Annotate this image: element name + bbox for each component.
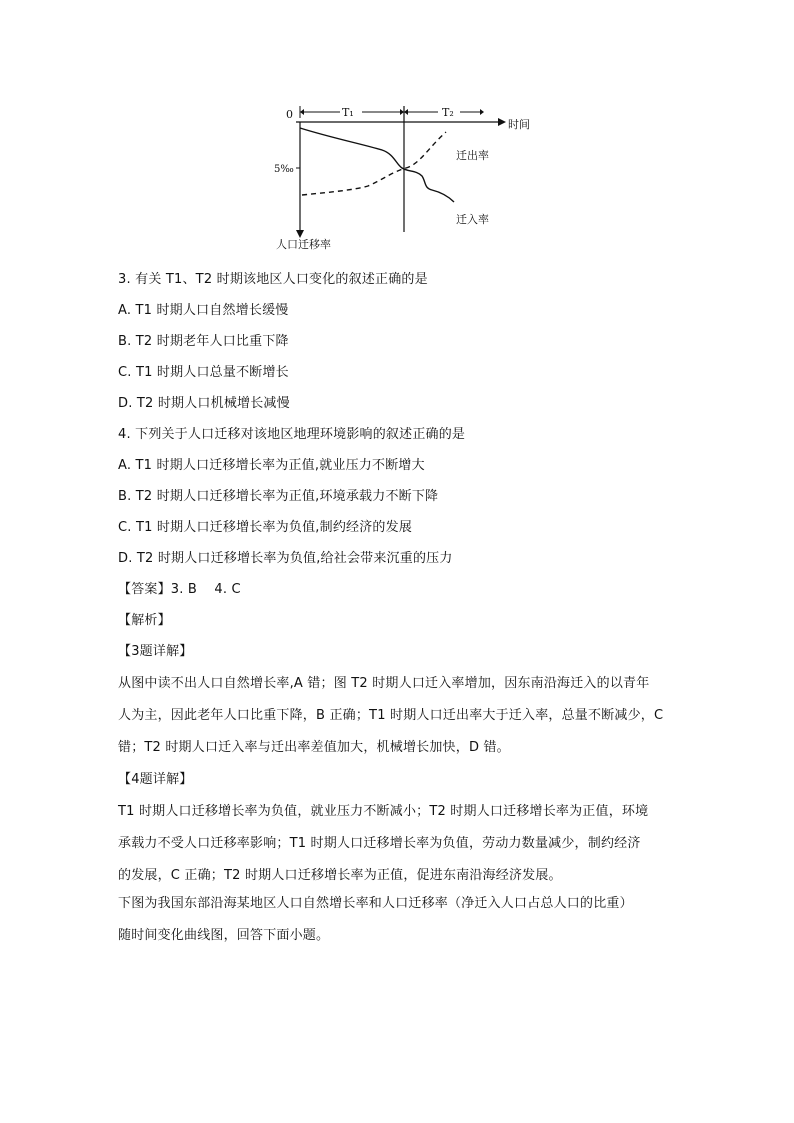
t2-label: T₂: [442, 106, 454, 119]
q4-detail-line-2: 承载力不受人口迁移率影响；T1 时期人口迁移增长率为负值，劳动力数量减少，制约经济: [118, 836, 641, 851]
analysis-header: 【解析】: [118, 613, 171, 628]
in-migration-curve: [300, 128, 454, 202]
q3-stem: 3. 有关 T1、T2 时期该地区人口变化的叙述正确的是: [118, 272, 428, 287]
q3-option-b: B. T2 时期老年人口比重下降: [118, 334, 289, 349]
q4-option-c: C. T1 时期人口迁移增长率为负值,制约经济的发展: [118, 520, 413, 535]
answer-line: 【答案】3. B 4. C: [118, 582, 241, 597]
q3-option-c: C. T1 时期人口总量不断增长: [118, 365, 289, 380]
y-axis-label: 人口迁移率: [276, 238, 331, 251]
q4-option-d: D. T2 时期人口迁移增长率为负值,给社会带来沉重的压力: [118, 551, 453, 566]
q3-detail-line-1: 从图中读不出人口自然增长率,A 错；图 T2 时期人口迁入率增加，因东南沿海迁入的以青年: [118, 676, 650, 691]
x-axis-arrow: [498, 118, 506, 126]
x-axis-label: 时间: [508, 118, 530, 131]
next-intro-line-2: 随时间变化曲线图，回答下面小题。: [118, 928, 330, 943]
q3-detail-header: 【3题详解】: [118, 644, 193, 659]
next-intro-line-1: 下图为我国东部沿海某地区人口自然增长率和人口迁移率（净迁入人口占总人口的比重）: [118, 896, 633, 911]
t1-label: T₁: [342, 106, 354, 119]
in-series-label: 迁入率: [456, 213, 489, 226]
out-series-label: 迁出率: [456, 149, 489, 162]
t2-bracket-arrow-right: [480, 109, 484, 115]
q3-detail-line-2: 人为主，因此老年人口比重下降，B 正确；T1 时期人口迁出率大于迁入率，总量不断减少，C: [118, 708, 664, 723]
migration-rate-figure: [262, 98, 542, 258]
y-axis-arrow: [296, 230, 304, 238]
q3-option-a: A. T1 时期人口自然增长缓慢: [118, 303, 289, 318]
q4-stem: 4. 下列关于人口迁移对该地区地理环境影响的叙述正确的是: [118, 427, 466, 442]
q4-detail-header: 【4题详解】: [118, 772, 193, 787]
q3-detail-line-3: 错；T2 时期人口迁入率与迁出率差值加大，机械增长加快，D 错。: [118, 740, 510, 755]
t1-bracket-arrow-left: [300, 109, 304, 115]
origin-label: 0: [286, 108, 293, 121]
q4-detail-line-1: T1 时期人口迁移增长率为负值，就业压力不断减小；T2 时期人口迁移增长率为正值，环境: [118, 804, 649, 819]
q4-detail-line-3: 的发展，C 正确；T2 时期人口迁移增长率为正值，促进东南沿海经济发展。: [118, 868, 562, 883]
q3-option-d: D. T2 时期人口机械增长减慢: [118, 396, 290, 411]
q4-option-a: A. T1 时期人口迁移增长率为正值,就业压力不断增大: [118, 458, 425, 473]
q4-option-b: B. T2 时期人口迁移增长率为正值,环境承载力不断下降: [118, 489, 439, 504]
y-tick-label: 5‰: [274, 164, 294, 175]
out-migration-curve: [302, 132, 446, 195]
t2-bracket-arrow-left: [404, 109, 408, 115]
